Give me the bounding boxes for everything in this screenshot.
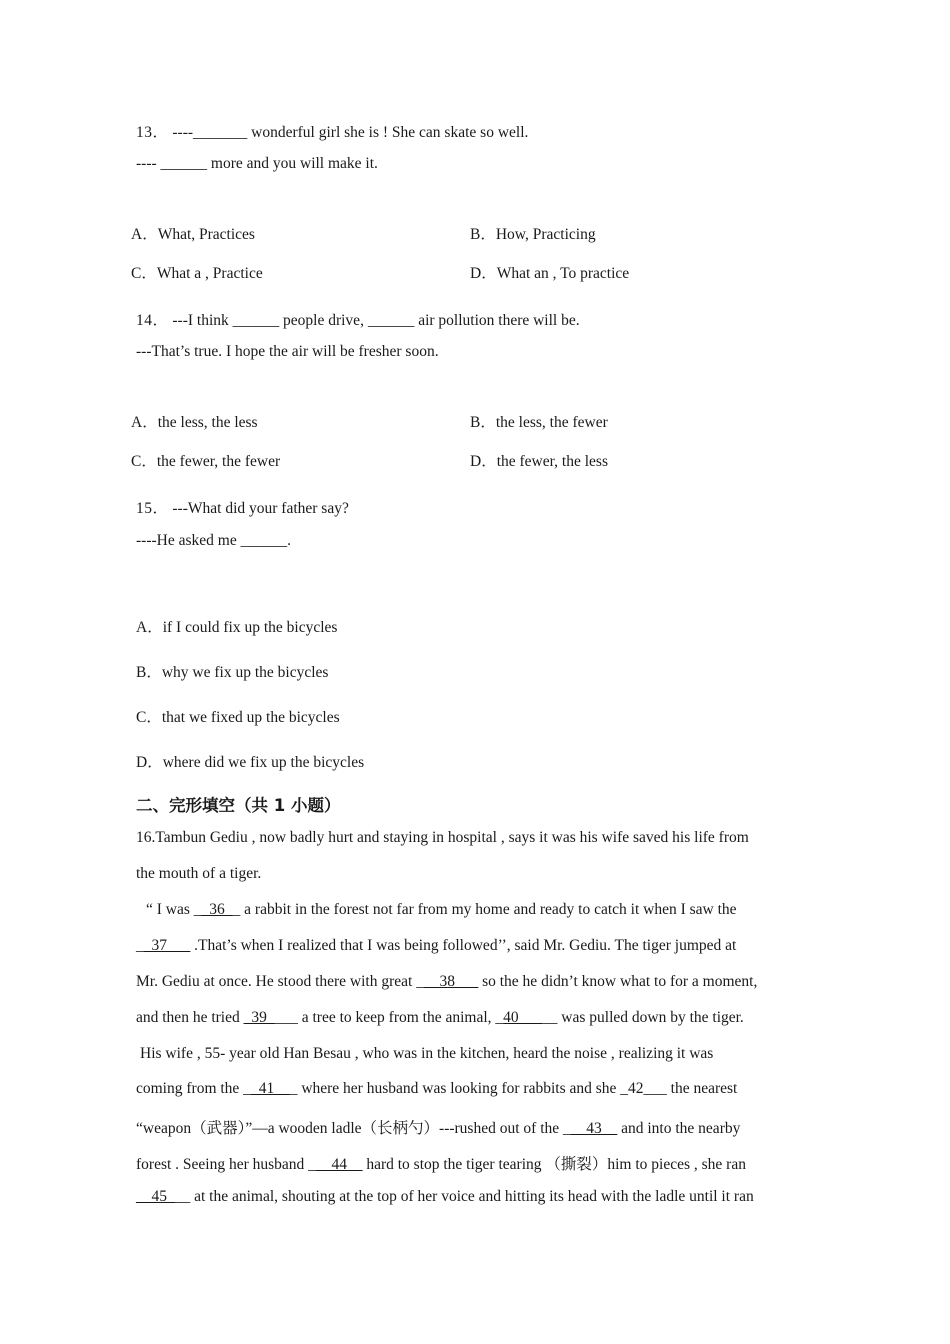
blank-37[interactable]: _37___ — [143, 937, 191, 954]
q14-number: 14． — [136, 312, 169, 329]
q13-option-b[interactable]: B．How, Practicing — [470, 226, 596, 243]
q15-stem-text: ---What did your father say? — [172, 500, 349, 517]
q13-reply: ---- ______ more and you will make it. — [136, 155, 378, 172]
blank-40[interactable]: 40___ — [503, 1009, 542, 1026]
passage-line: coming from the __41___ where her husband was looking for rabbits and she _42___ the nearest — [136, 1080, 738, 1097]
blank-38[interactable]: __38___ — [423, 973, 479, 990]
q13-option-d[interactable]: D．What an , To practice — [470, 265, 630, 282]
q14-option-a[interactable]: A．the less, the less — [131, 414, 258, 431]
q14-option-c[interactable]: C．the fewer, the fewer — [131, 453, 281, 470]
passage-line: __45___ at the animal, shouting at the top of her voice and hitting its head with the ladle until it ran — [136, 1188, 754, 1205]
q13-option-a[interactable]: A．What, Practices — [131, 226, 255, 243]
blank-44[interactable]: __44__ — [315, 1156, 363, 1173]
blank-36[interactable]: _36_ — [201, 901, 233, 918]
q13-option-c[interactable]: C．What a , Practice — [131, 265, 263, 282]
passage-line: Mr. Gediu at once. He stood there with great ___38___ so the he didn’t know what to for a moment, — [136, 973, 758, 990]
passage-line: “weapon（武器）”—a wooden ladle（长柄勺）---rushed out of the ___43__ and into the nearby — [136, 1120, 741, 1137]
passage-line: the mouth of a tiger. — [136, 865, 262, 882]
q14-reply: ---That’s true. I hope the air will be fresher soon. — [136, 343, 439, 360]
passage-line: His wife , 55- year old Han Besau , who was in the kitchen, heard the noise , realizing it was — [140, 1045, 714, 1062]
passage-line: “ I was __36__ a rabbit in the forest not far from my home and ready to catch it when I saw the — [146, 901, 737, 918]
blank-41[interactable]: _41__ — [250, 1080, 290, 1097]
q13-stem-text: ----_______ wonderful girl she is ! She can skate so well. — [172, 124, 529, 141]
passage-line: forest . Seeing her husband ___44__ hard to stop the tiger tearing （撕裂）him to pieces , she ran — [136, 1156, 746, 1173]
q15-option-d[interactable]: D．where did we fix up the bicycles — [136, 754, 365, 771]
passage-line: 16.Tambun Gediu , now badly hurt and staying in hospital , says it was his wife saved his life from — [136, 829, 749, 846]
q14-stem-text: ---I think ______ people drive, ______ air pollution there will be. — [172, 312, 580, 329]
q13-stem — [136, 120, 528, 142]
blank-39[interactable]: _39_ — [243, 1009, 275, 1026]
q15-number: 15． — [136, 500, 169, 517]
q15-reply: ----He asked me ______. — [136, 532, 291, 549]
q15-option-b[interactable]: B．why we fix up the bicycles — [136, 664, 329, 681]
q15-stem — [136, 496, 349, 518]
q14-option-b[interactable]: B．the less, the fewer — [470, 414, 608, 431]
q15-option-a[interactable]: A．if I could fix up the bicycles — [136, 619, 338, 636]
blank-43[interactable]: __43__ — [570, 1120, 618, 1137]
q13-number: 13． — [136, 124, 169, 141]
q15-option-c[interactable]: C．that we fixed up the bicycles — [136, 709, 340, 726]
q14-option-d[interactable]: D．the fewer, the less — [470, 453, 608, 470]
passage-line: __37___ .That’s when I realized that I was being followed’’, said Mr. Gediu. The tiger jumped at — [136, 937, 737, 954]
passage-line: and then he tried _39____ a tree to keep from the animal, _40_____ was pulled down by the tiger. — [136, 1009, 744, 1026]
section-heading: 二、完形填空（共 1 小题） — [136, 796, 341, 815]
blank-45[interactable]: __45_ — [136, 1188, 175, 1205]
q14-stem — [136, 308, 580, 330]
